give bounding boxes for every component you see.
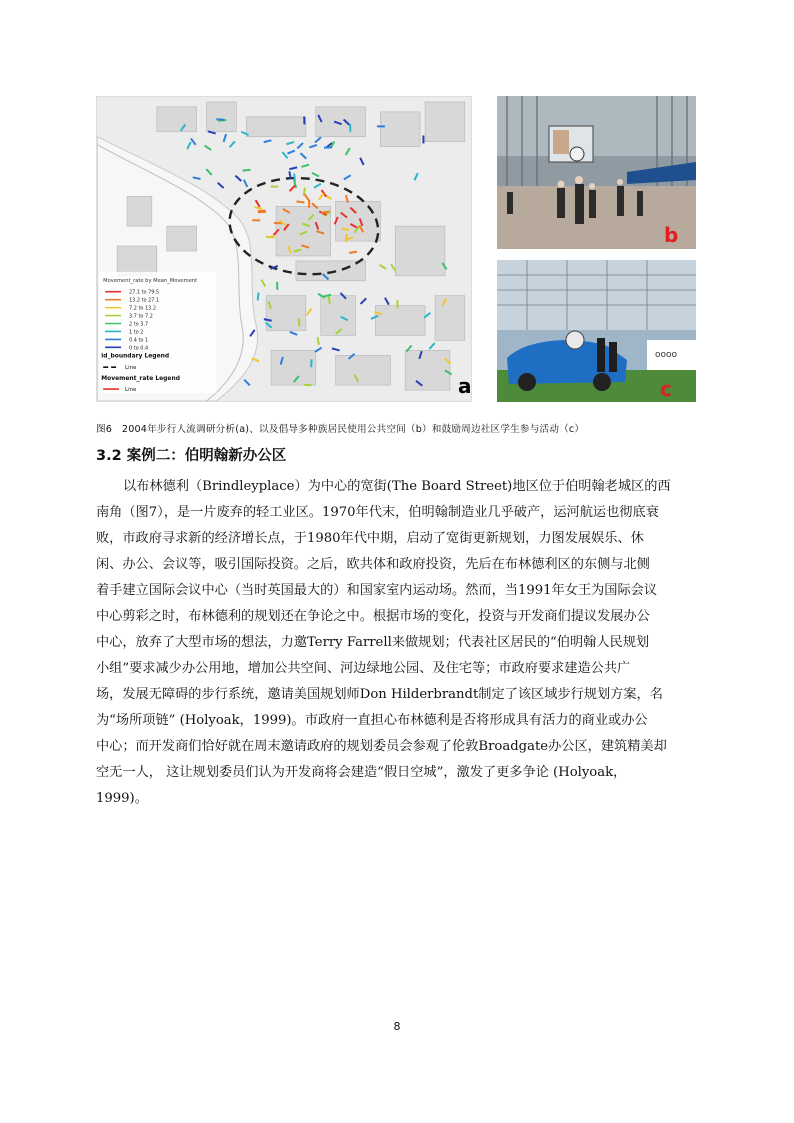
body-line: 小组”要求减少办公用地，增加公共空间、河边绿地公园、及住宅等；市政府要求建造公共广 <box>96 661 631 676</box>
movement-marker <box>346 234 347 242</box>
movement-marker <box>289 167 297 169</box>
movement-marker <box>315 348 322 352</box>
movement-marker <box>244 180 247 187</box>
movement-map <box>97 97 471 401</box>
movement-marker <box>286 142 294 144</box>
movement-marker <box>230 141 235 147</box>
movement-marker <box>309 145 317 147</box>
body-line: 场，发展无障碍的步行系统，邀请美国规划师Don Hilderbrandt制定了该区域步行规划方案，名 <box>96 687 663 702</box>
movement-legend-title: Movement_rate Legend <box>101 375 180 383</box>
legend-entry-label: 7.2 to 13.2 <box>129 305 157 312</box>
legend-entry-label: 0.4 to 1 <box>129 337 149 344</box>
movement-marker <box>235 176 241 181</box>
body-line: 闲、办公、会议等，吸引国际投资。之后，欧共体和政府投资，先后在布林德利区的东侧与北侧 <box>96 557 650 572</box>
movement-marker <box>256 200 260 207</box>
legend-entry-label: 0 to 0.4 <box>129 345 149 352</box>
movement-marker <box>307 309 311 316</box>
movement-marker <box>349 252 357 253</box>
movement-marker <box>216 119 224 120</box>
movement-marker <box>301 153 307 159</box>
movement-legend-item: Line <box>125 387 137 394</box>
movement-marker <box>319 193 324 199</box>
movement-marker <box>301 165 309 167</box>
movement-marker <box>315 137 321 142</box>
movement-marker <box>379 265 386 269</box>
body-line: 败，市政府寻求新的经济增长点，于1980年代中期，启动了宽街更新规划，力图发展娱乐、休 <box>96 531 644 546</box>
movement-marker <box>261 280 265 287</box>
legend-entry-label: 3.7 to 7.2 <box>129 313 153 320</box>
panel-letter-a: a <box>458 374 472 398</box>
movement-marker <box>187 142 191 149</box>
movement-marker <box>361 298 367 304</box>
movement-marker <box>297 143 303 149</box>
body-line: 为“场所项链” (Holyoak，1999)。市政府一直担心布林德利是否将形成具有活力的商业或办公 <box>96 713 648 728</box>
boundary-legend-title: id_boundary Legend <box>101 352 170 360</box>
movement-marker <box>305 194 309 201</box>
movement-marker <box>341 228 349 229</box>
movement-marker <box>206 169 211 175</box>
svg-text:oooo: oooo <box>655 350 678 360</box>
body-line: 中心剪彩之时，布林德利的规划还在争论之中。根据市场的变化，投资与开发商们提议发展办公 <box>96 609 650 624</box>
movement-marker <box>318 337 319 345</box>
movement-marker <box>287 151 294 154</box>
legend-entry-label: 1 to 2 <box>129 329 144 336</box>
movement-map-figure <box>96 96 472 402</box>
body-line: 中心；而开发商们恰好就在周末邀请政府的规划委员会参观了伦敦Broadgate办公区，建筑精美却 <box>96 739 667 754</box>
movement-marker <box>258 211 266 212</box>
panel-letter-b: b <box>664 223 679 247</box>
boundary-legend-item: Line <box>125 365 137 372</box>
map-legend <box>99 272 216 393</box>
body-line: 以布林德利（Brindleyplace）为中心的宽街(The Board Street)地区位于伯明翰老城区的西 <box>123 479 671 494</box>
movement-marker <box>264 140 272 142</box>
movement-marker <box>254 207 262 209</box>
movement-marker <box>193 177 201 179</box>
page-number: 8 <box>393 1020 401 1033</box>
movement-marker <box>243 170 251 171</box>
movement-marker <box>385 298 389 305</box>
movement-marker <box>290 185 295 191</box>
legend-entry-label: 2 to 3.7 <box>129 321 149 328</box>
body-paragraph <box>96 474 702 812</box>
movement-marker <box>414 173 417 180</box>
movement-marker <box>346 148 350 155</box>
movement-marker <box>191 138 196 144</box>
movement-marker <box>290 332 297 335</box>
body-line: 南角（图7），是一片废弃的轻工业区。1970年代末，伯明翰制造业几乎破产，运河航运也彻底衰 <box>96 505 659 520</box>
movement-marker <box>244 380 250 386</box>
movement-marker <box>429 343 434 349</box>
movement-marker <box>296 202 304 203</box>
movement-marker <box>205 146 212 150</box>
panel-letter-c: c <box>660 377 672 401</box>
legend-entry-label: 13.2 to 27.1 <box>129 297 160 304</box>
body-line: 着手建立国际会议中心（当时英国最大的）和国家室内运动场。然而，当1991年女王为国际会议 <box>96 583 658 598</box>
section-title: 3.2 案例二：伯明翰新办公区 <box>96 448 287 464</box>
movement-marker <box>329 296 330 304</box>
movement-marker <box>274 223 282 224</box>
body-line: 1999)。 <box>96 791 148 806</box>
legend-title: Movement_rate by Mean_Movement <box>103 277 198 284</box>
movement-marker <box>391 264 395 271</box>
movement-marker <box>267 236 275 237</box>
body-line: 中心，放弃了大型市场的想法，力邀Terry Farrell来做规划；代表社区居民的“伯明翰人民规划 <box>96 635 650 650</box>
movement-marker <box>282 152 287 158</box>
movement-marker <box>344 175 351 179</box>
movement-marker <box>332 348 340 350</box>
movement-marker <box>321 212 329 213</box>
movement-marker <box>218 183 224 188</box>
legend-entry-label: 27.1 to 79.5 <box>129 289 160 296</box>
movement-marker <box>258 293 259 301</box>
movement-marker <box>312 173 319 177</box>
figure-caption: 图6 2004年步行人流调研分析(a)、以及倡导多种族居民使用公共空间（b）和鼓励周边社区学生参与活动（c） <box>96 424 585 435</box>
movement-marker <box>314 184 321 188</box>
body-line: 空无一人， 这让规划委员们认为开发商将会建造“假日空城”，激发了更多争论 (Holyoak， <box>96 765 627 780</box>
movement-marker <box>360 158 363 165</box>
movement-marker <box>304 385 312 386</box>
movement-marker <box>224 134 226 142</box>
